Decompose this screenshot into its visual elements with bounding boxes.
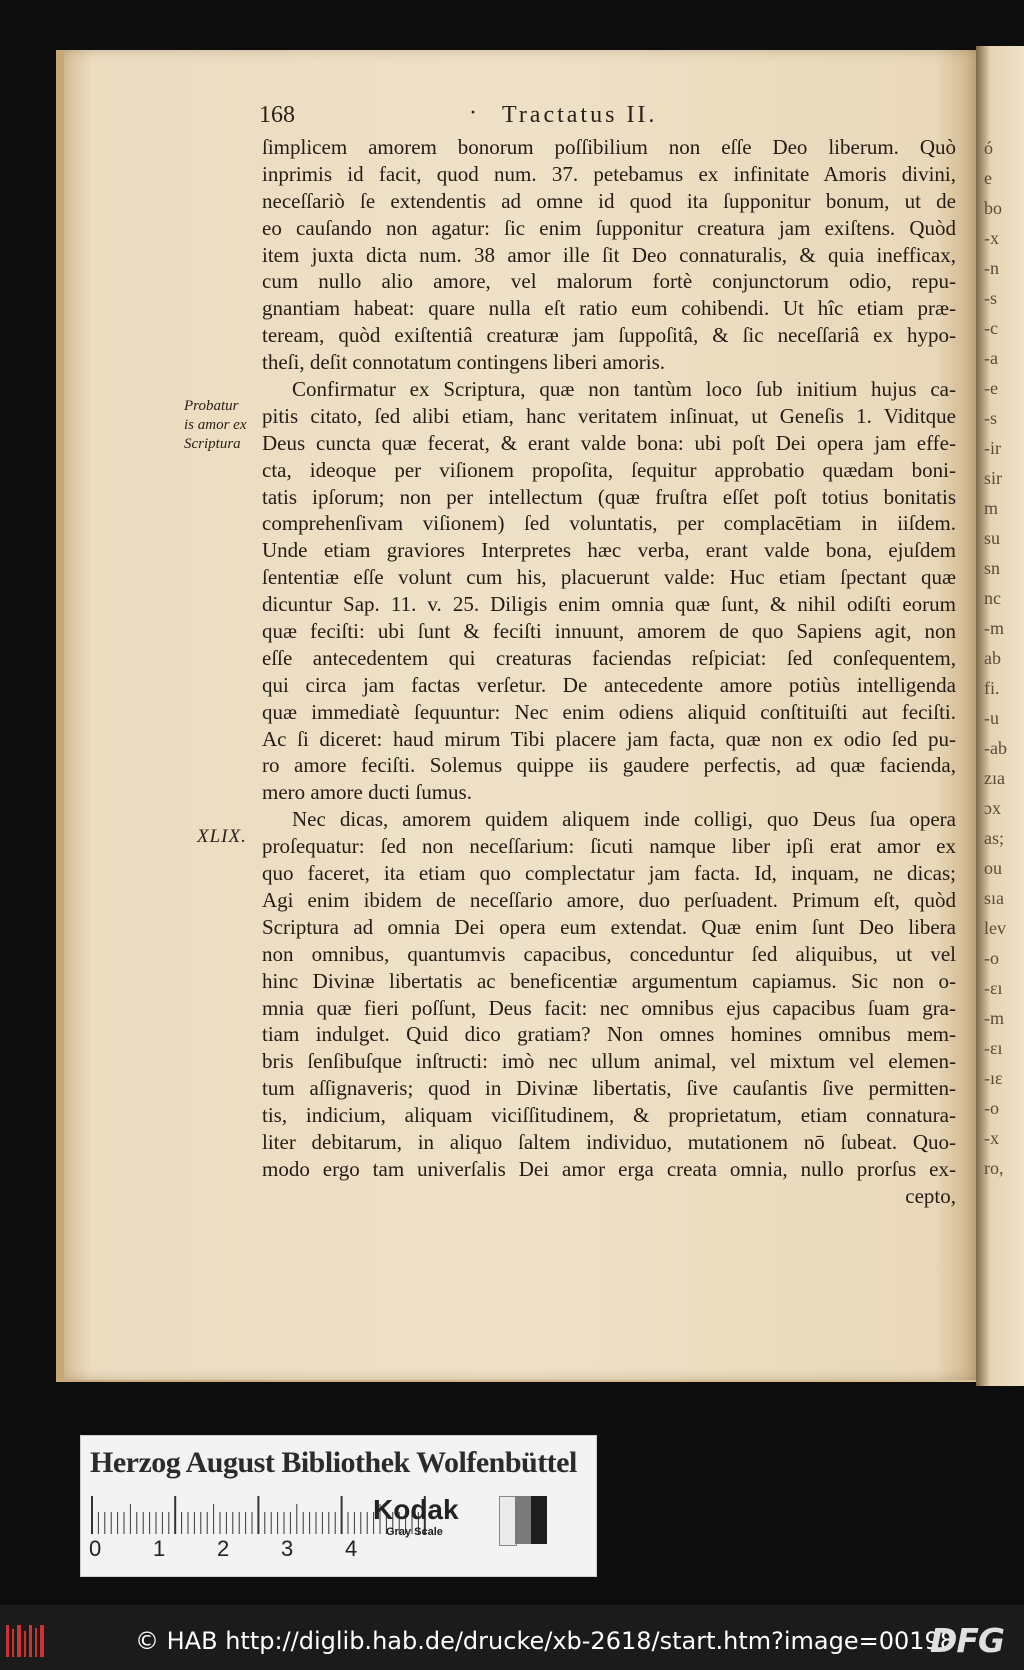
- body-text: [262, 134, 956, 1210]
- facing-page-fragment: sn: [984, 558, 1001, 578]
- page-number: 168: [259, 102, 295, 128]
- running-head: [259, 102, 959, 132]
- text-line: ro amore feciſti. Solemus quippe iis gaudere perfectis, ad quæ facienda,: [262, 753, 956, 778]
- facing-page-fragment: -c: [984, 318, 998, 338]
- color-target-card: [80, 1435, 597, 1577]
- facing-page-fragment: sir: [984, 468, 1002, 488]
- section-number: XLIX.: [197, 826, 247, 847]
- text-line: gnantiam habeat: quare nulla eſt ratio eum cohibendi. Ut hîc etiam præ-: [262, 296, 956, 321]
- dfg-logo: DFG: [930, 1621, 1005, 1660]
- text-line: dicuntur Sap. 11. v. 25. Diligis enim omnia quæ ſunt, & nihil odiſti eorum: [262, 592, 956, 617]
- footer-bar: [0, 1605, 1024, 1670]
- facing-page-fragment: -s: [984, 408, 997, 428]
- facing-page-fragment: -u: [984, 708, 999, 728]
- text-line: Scriptura ad omnia Dei opera eum extendat. Quæ enim ſunt Deo libera: [262, 914, 956, 939]
- header-dot: ·: [469, 100, 477, 126]
- ruler-label: 2: [217, 1536, 230, 1561]
- text-line: non omnibus, quantumvis capacibus, conceduntur ſed aliquibus, ut vel: [262, 941, 956, 966]
- text-line: mnia quæ fieri poſſunt, Deus facit: nec omnibus ejus capacibus ſuam gra-: [262, 995, 956, 1020]
- barcode-icon: [6, 1625, 48, 1657]
- text-line: tum aſſignaveris; quod in Divinæ libertatis, ſive cauſantis ſive permitten-: [262, 1076, 956, 1101]
- facing-page-edge: [976, 46, 1024, 1386]
- copyright-credit: [135, 1627, 955, 1655]
- facing-page-fragment: as;: [984, 828, 1004, 848]
- facing-page-fragment: -x: [984, 1128, 999, 1148]
- text-line: qui circa jam factas verſetur. De antecedente amore potiùs intelligenda: [262, 672, 956, 697]
- facing-page-fragment: -e: [984, 378, 998, 398]
- facing-page-fragment: zıa: [984, 768, 1005, 788]
- facing-page-fragment: -m: [984, 618, 1004, 638]
- text-line: ſimplicem amorem bonorum poſſibilium non eſſe Deo liberum. Quò: [262, 135, 956, 159]
- text-line: tatis ipſorum; non per intellectum (quæ fruſtra eſſet poſt totius bonitatis: [262, 484, 956, 509]
- facing-page-fragment: -ir: [984, 438, 1001, 458]
- text-line: Deus cuncta quæ fecerat, & erant valde bona: ubi poſt Dei opera jam effe-: [262, 430, 956, 455]
- library-name: Herzog August Bibliothek Wolfenbüttel: [90, 1446, 577, 1479]
- credit-prefix: © HAB: [135, 1627, 218, 1655]
- text-line: inprimis id facit, quod num. 37. petebamus ex infinitate Amoris divini,: [262, 161, 956, 186]
- text-line: proſequatur: ſed non neceſſarium: ſicuti namque liber ipſi erat amor ex: [262, 834, 956, 859]
- facing-page-fragment: -o: [984, 948, 999, 968]
- facing-page-fragment: m: [984, 498, 999, 518]
- text-line: Nec dicas, amorem quidem aliquem inde colligi, quo Deus ſua opera: [292, 807, 956, 832]
- ruler-label: 3: [281, 1536, 294, 1561]
- text-line: theſi, deſit connotatum contingens liberi amoris.: [262, 350, 665, 375]
- facing-page-fragment: -a: [984, 348, 998, 368]
- facing-page-fragment: -m: [984, 1008, 1004, 1028]
- ruler-label: 0: [89, 1536, 102, 1561]
- text-line: ſententiæ eſſe volunt cum his, placuerunt valde: Huc etiam ſpectant quæ: [262, 565, 956, 590]
- text-line: liter debitarum, in aliquo ſaltem individuo, mutationem nō ſubeat. Quo-: [262, 1129, 956, 1154]
- facing-page-fragment: -ab: [984, 738, 1007, 758]
- facing-page-fragment: ro,: [984, 1158, 1004, 1178]
- text-line: teream, quòd exiſtentiâ creaturæ jam ſuppoſitâ, & ſic neceſſariâ ex hypo-: [262, 323, 956, 348]
- text-line: hinc Divinæ libertatis ac beneficentiæ argumentum capiamus. Sic non o-: [262, 968, 956, 993]
- text-line: comprehenſivam viſionem) ſed voluntatis, per complacētiam in iiſdem.: [262, 511, 956, 536]
- facing-page-fragment: sıa: [984, 888, 1004, 908]
- running-title: Tractatus II.: [502, 102, 658, 128]
- text-line: eo cauſando non agatur: ſic enim ſupponitur creatura jam exiſtens. Quòd: [262, 215, 956, 240]
- facing-page-fragment: e: [984, 168, 992, 188]
- text-line: pitis citato, ſed alibi etiam, hanc veritatem inſinuat, ut Geneſis 1. Viditque: [262, 403, 956, 428]
- gray-scale-label: Gray Scale: [386, 1526, 443, 1538]
- text-line: modo ergo tam univerſalis Dei amor erga creata omnia, nullo prorſus ex-: [262, 1156, 956, 1181]
- text-line: quo faceret, ita etiam quo complectatur jam facta. Id, inquam, ne dicas;: [262, 861, 956, 886]
- facing-page-fragment: -o: [984, 1098, 999, 1118]
- ruler-label: 1: [153, 1536, 166, 1561]
- facing-page-fragment: -n: [984, 258, 999, 278]
- marginal-note: [184, 397, 247, 454]
- facing-page-fragment: -ɛı: [984, 978, 1003, 998]
- facing-page-fragment: lev: [984, 918, 1006, 938]
- facing-page-fragment: su: [984, 528, 1001, 548]
- text-line: tis, indicium, aliquam viciſſitudinem, & proprietatum, etiam connatura-: [262, 1103, 956, 1128]
- facing-page-fragment: -ɛı: [984, 1038, 1003, 1058]
- ruler-label: 4: [345, 1536, 358, 1561]
- text-line: eſſe antecedentem qui creaturas faciendas reſpiciat: ſed conſequentem,: [262, 645, 956, 670]
- facing-page-fragment: ɔx: [984, 798, 1001, 818]
- text-line: cta, ideoque per viſionem propoſita, ſequitur approbatio quædam boni-: [262, 457, 956, 482]
- marginal-line: Probatur: [184, 398, 239, 414]
- marginal-line: is amor ex: [184, 417, 247, 433]
- marginal-line: Scriptura: [184, 436, 241, 452]
- facing-page-fragment: -ıɛ: [984, 1068, 1003, 1088]
- facing-page-fragment: -x: [984, 228, 999, 248]
- text-line: Agi enim ibidem de neceſſario amore, duo perſuadent. Primum eſt, quòd: [262, 887, 956, 912]
- text-line: quæ feciſti: ubi ſunt & feciſti innuunt, amorem de quo Sapiens agit, non: [262, 619, 956, 644]
- facing-page-fragment: nc: [984, 588, 1001, 608]
- gray-swatch-mid: [515, 1496, 531, 1544]
- kodak-logo: Kodak: [373, 1494, 459, 1525]
- text-line: cum nullo alio amore, vel malorum fortè conjunctorum odio, repu-: [262, 269, 956, 294]
- text-line: neceſſariò ſe extendentis ad omne id quod ita ſupponitur bonum, ut de: [262, 188, 956, 213]
- gray-swatch-black: [531, 1496, 547, 1544]
- text-line: Confirmatur ex Scriptura, quæ non tantùm loco ſub initium hujus ca-: [292, 377, 956, 402]
- facing-page-fragment: bo: [984, 198, 1002, 218]
- text-line: Ac ſi diceret: haud mirum Tibi placere jam facta, quæ non ex odio ſed pu-: [262, 726, 956, 751]
- text-line: cepto,: [905, 1183, 956, 1208]
- text-line: bris ſenſibuſque inſtructi: imò nec ullum animal, vel mixtum vel elemen-: [262, 1049, 956, 1074]
- text-line: quæ immediatè ſequuntur: Nec enim odiens aliquid conſtituiſti aut feciſti.: [262, 699, 956, 724]
- text-line: mero amore ducti ſumus.: [262, 780, 472, 805]
- facing-page-fragment: ó: [984, 138, 993, 158]
- facing-page-fragment: ab: [984, 648, 1001, 668]
- facing-page-fragment: ou: [984, 858, 1002, 878]
- facing-page-fragment: -s: [984, 288, 997, 308]
- text-line: tiam indulget. Quid dico gratiam? Non omnes homines omnibus mem-: [262, 1022, 956, 1047]
- text-line: Unde etiam graviores Interpretes hæc verba, erant valde bona, ejuſdem: [262, 538, 956, 563]
- source-url-link[interactable]: http://diglib.hab.de/drucke/xb-2618/start.htm?image=00198: [225, 1627, 956, 1655]
- facing-page-fragment: fi.: [984, 678, 1000, 698]
- text-line: item juxta dicta num. 38 amor ille ſit Deo connaturalis, & quia inefficax,: [262, 242, 956, 267]
